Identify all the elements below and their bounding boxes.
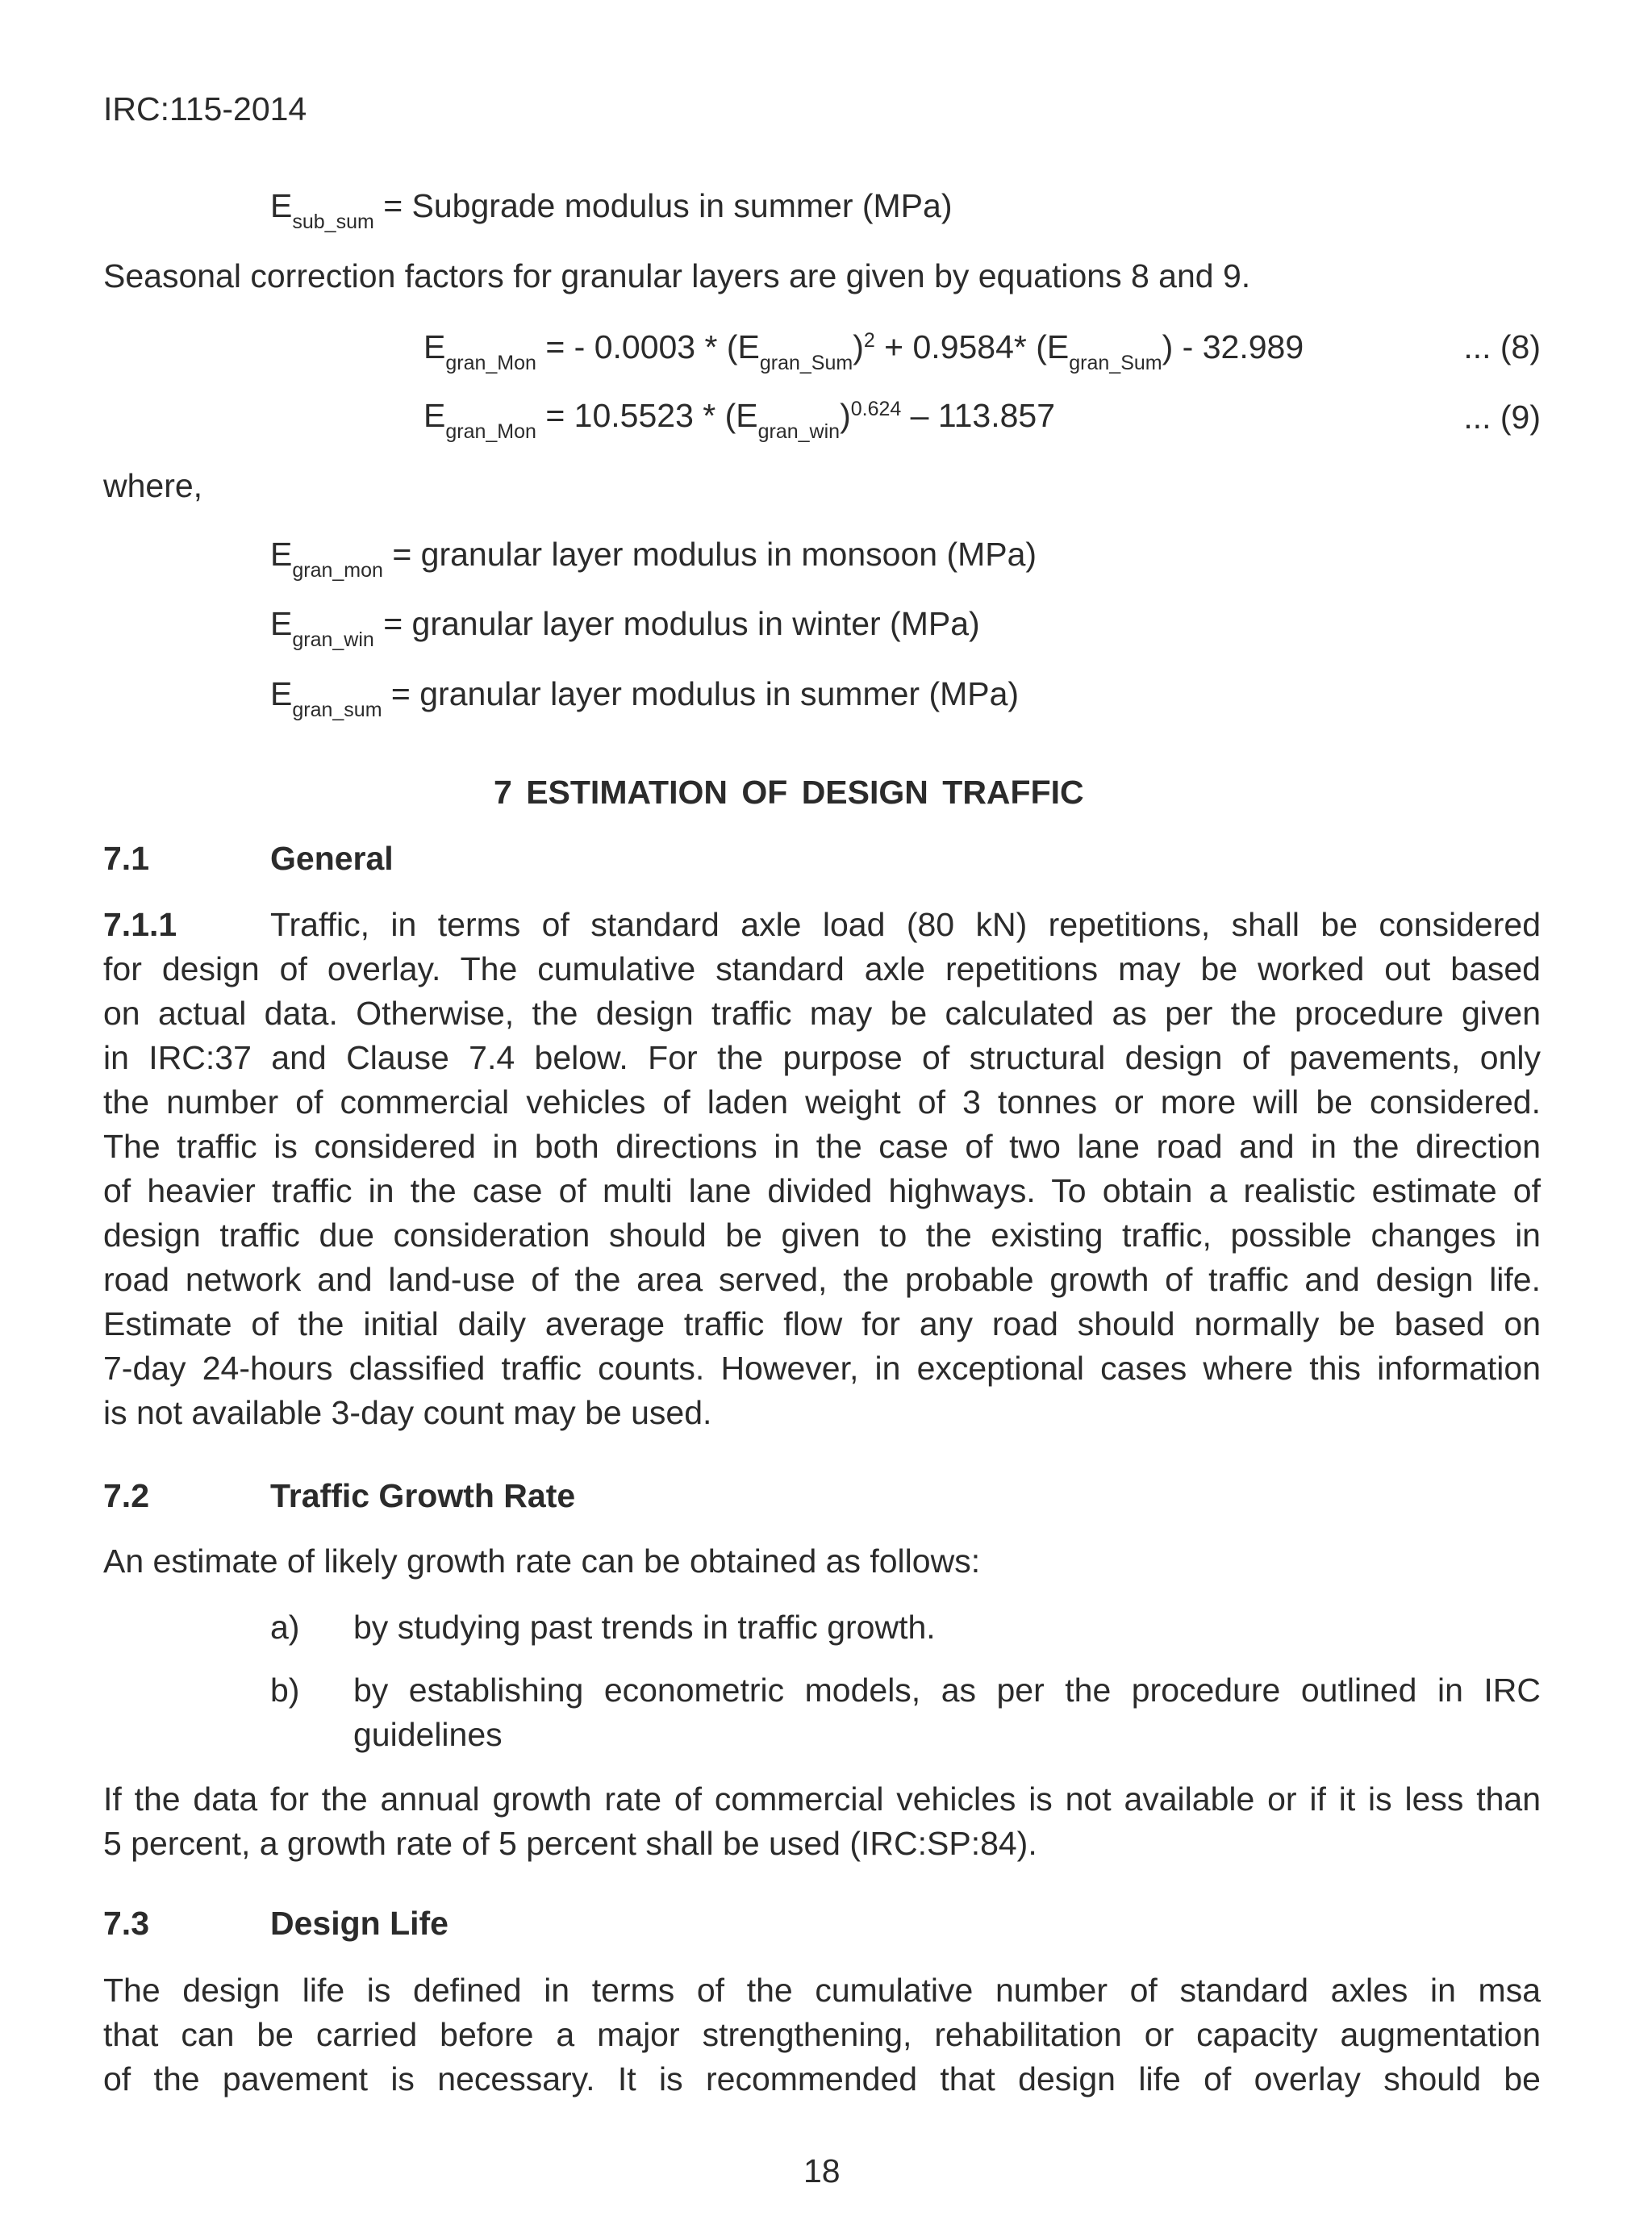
design-life-line: of the pavement is necessary. It is recommended that design life of overlay should be [103, 2060, 1541, 2098]
clause-7-1-1-line: of heavier traffic in the case of multi lane divided highways. To obtain a realistic estimate of [103, 1172, 1541, 1209]
list-item-b-line: guidelines [353, 1716, 503, 1753]
definition-gran-winter: $E_{gran\_win}$ = granular layer modulus in winter (MPa) [270, 605, 980, 651]
document-code: IRC:115-2014 [103, 90, 307, 127]
equation-8-number: ... (8) [1463, 328, 1541, 365]
equation-8: $E_{gran\_Mon}$ = - $0.0003 * (E_{gran\_Sum})^2 + 0.9584*$ $(E_{gran\_Sum}) - 32.989$ [423, 328, 1304, 374]
clause-7-1-1-line: for design of overlay. The cumulative standard axle repetitions may be worked out based [103, 950, 1541, 987]
design-life-line: The design life is defined in terms of the cumulative number of standard axles in msa [103, 1972, 1541, 2009]
definition-gran-monsoon: $E_{gran\_mon}$ = granular layer modulus in monsoon (MPa) [270, 536, 1037, 582]
clause-7-1-1-line: The traffic is considered in both directions in the case of two lane road and in the direction [103, 1128, 1541, 1165]
list-label-a: a) [270, 1609, 300, 1646]
clause-7-1-1-first-line: Traffic, in terms of standard axle load (80 kN) repetitions, shall be considered [270, 906, 1541, 943]
section-7-2-number: 7.2 [103, 1477, 149, 1514]
clause-7-1-1-line: design traffic due consideration should be given to the existing traffic, possible changes in [103, 1217, 1541, 1254]
clause-7-1-1-line: on actual data. Otherwise, the design traffic may be calculated as per the procedure given [103, 995, 1541, 1032]
clause-7-1-1-line: the number of commercial vehicles of laden weight of 3 tonnes or more will be considered. [103, 1083, 1541, 1121]
clause-7-1-1-line: 7-day 24-hours classified traffic counts. However, in exceptional cases where this information [103, 1350, 1541, 1387]
where-label: where, [103, 467, 203, 504]
equation-9-number: ... (9) [1463, 399, 1541, 436]
section-7-1-title: General [270, 840, 394, 877]
clause-7-1-1-line: in IRC:37 and Clause 7.4 below. For the purpose of structural design of pavements, only [103, 1039, 1541, 1076]
growth-rate-note-line: 5 percent, a growth rate of 5 percent shall be used (IRC:SP:84). [103, 1825, 1037, 1862]
definition-variable: E [270, 187, 293, 224]
definition-text: = Subgrade modulus in summer (MPa) [373, 187, 953, 224]
section-7-1-number: 7.1 [103, 840, 149, 877]
design-life-line: that can be carried before a major strengthening, rehabilitation or capacity augmentation [103, 2016, 1541, 2053]
list-item-b-line: by establishing econometric models, as per the procedure outlined in IRC [353, 1672, 1541, 1709]
definition-subscript: sub_sum [292, 211, 374, 233]
growth-rate-note-line: If the data for the annual growth rate of commercial vehicles is not available or if it is less than [103, 1780, 1541, 1818]
list-item-a: by studying past trends in traffic growth. [353, 1609, 936, 1646]
clause-7-1-1-number: 7.1.1 [103, 906, 177, 943]
equation-9: $E_{gran\_Mon} = 10.5523 * (E_{gran\_win})^{0.624} - 113.857$ [423, 397, 1056, 443]
clause-7-1-1-line: is not available 3-day count may be used. [103, 1394, 712, 1431]
chapter-title: 7 ESTIMATION OF DESIGN TRAFFIC [494, 774, 1084, 811]
section-7-3-title: Design Life [270, 1905, 448, 1942]
list-label-b: b) [270, 1672, 300, 1709]
section-7-2-intro: An estimate of likely growth rate can be obtained as follows: [103, 1542, 981, 1580]
section-7-2-title: Traffic Growth Rate [270, 1477, 576, 1514]
page-number: 18 [803, 2152, 841, 2189]
definition-gran-summer: $E_{gran\_sum}$ = granular layer modulus in summer (MPa) [270, 675, 1020, 721]
clause-7-1-1-line: Estimate of the initial daily average traffic flow for any road should normally be based on [103, 1305, 1541, 1342]
definition-subgrade-summer [270, 184, 953, 233]
section-7-3-number: 7.3 [103, 1905, 149, 1942]
intro-text: Seasonal correction factors for granular layers are given by equations 8 and 9. [103, 257, 1251, 294]
clause-7-1-1-line: road network and land-use of the area served, the probable growth of traffic and design life. [103, 1261, 1541, 1298]
